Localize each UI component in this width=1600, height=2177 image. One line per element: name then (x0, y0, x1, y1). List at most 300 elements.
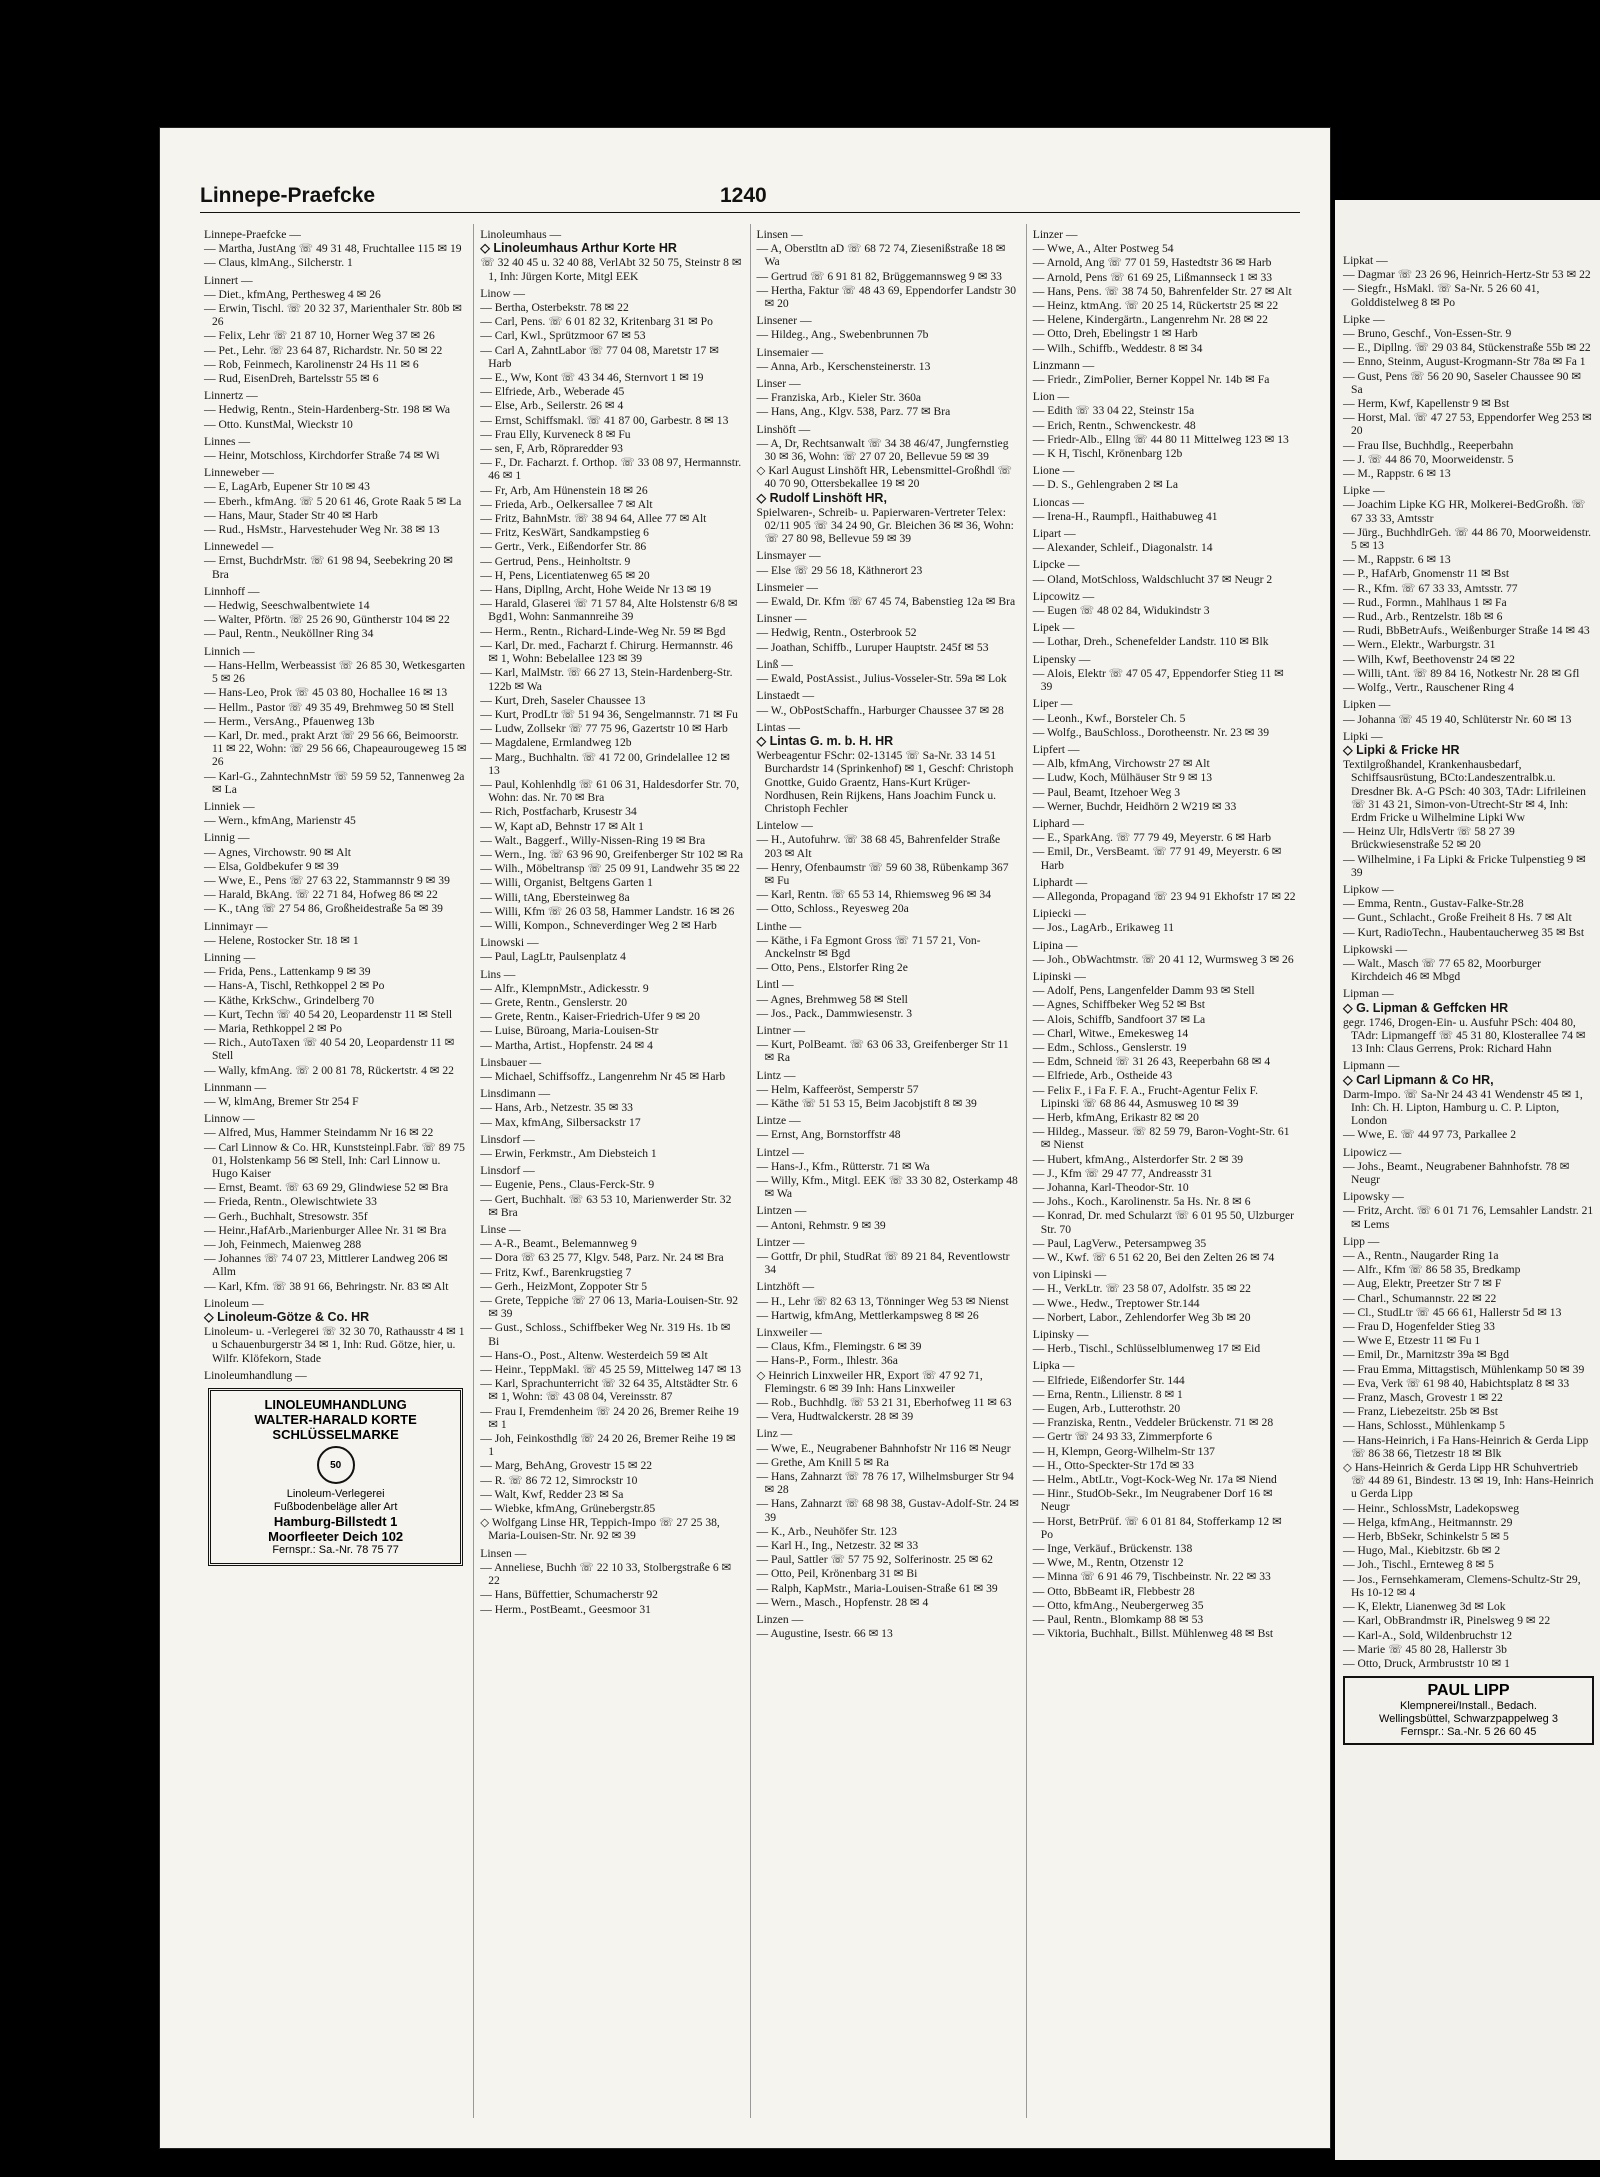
directory-entry: — Wilh., Möbeltransp ☏ 25 09 91, Landwehr 35 ✉ 22 (480, 862, 740, 876)
directory-entry: — Siegfr., HsMakl. ☏ Sa-Nr. 5 26 60 41, Golddistelweg 8 ✉ Po (1343, 282, 1540, 309)
directory-entry: — Herm, Kwf, Kapellenstr 9 ✉ Bst (1343, 397, 1510, 411)
surname-heading: Linzmann — (1032, 358, 1095, 372)
lipp-line-1: Klempnerei/Install., Bedach. (1400, 1700, 1537, 1713)
directory-entry: — Karl, ObBrandmstr iR, Pinelsweg 9 ✉ 22 (1343, 1614, 1551, 1628)
directory-entry: — Joh, Feinmech, Maienweg 288 (204, 1238, 362, 1252)
directory-entry: — Otto, BbBeamt iR, Flebbestr 28 (1032, 1584, 1195, 1598)
surname-heading: Lipfert — (1032, 742, 1080, 756)
directory-entry: — E., SparkAng. ☏ 77 79 49, Meyerstr. 6 ✉ Harb (1032, 831, 1272, 845)
surname-heading: Lipensky — (1032, 652, 1091, 666)
directory-entry: — Hans-J., Kfm., Rütterstr. 71 ✉ Wa (756, 1159, 930, 1173)
directory-entry: — Grethe, Am Knill 5 ✉ Ra (756, 1455, 889, 1469)
directory-entry: — Johannes ☏ 74 07 23, Mittlerer Landweg 206 ✉ Allm (204, 1252, 448, 1279)
directory-entry: — Willi, Organist, Beltgens Garten 1 (480, 876, 653, 890)
directory-entry: — K, Elektr, Lianenweg 3d ✉ Lok (1343, 1600, 1506, 1614)
directory-entry: — Max, kfmAng, Silbersackstr 17 (480, 1115, 641, 1129)
directory-columns (198, 224, 1302, 2118)
directory-entry: Textilgroßhandel, Krankenhausbedarf, Schiffsausrüstung, BCto:Landeszentralbk.u. Dresdner Bk. A-G PSch: 40 303, TAdr: Lifrileinen ☏ 31 43 21, Simon-von-Utrecht-Str ✉ 4, Inh: Erdm Fricke u Wilhelmine Lipki Ww (1343, 758, 1586, 824)
directory-entry: — Wern., Elektr., Warburgstr. 31 (1343, 638, 1496, 652)
directory-entry: — Heinr, Motschloss, Kirchdorfer Straße 74 ✉ Wi (204, 449, 440, 463)
directory-entry: — Emil, Dr., Marnitzstr 39a ✉ Bgd (1343, 1348, 1509, 1362)
directory-entry: — Rich, Postfacharb, Krusestr 34 (480, 805, 637, 819)
surname-heading: Linsdorf — (480, 1164, 535, 1178)
directory-entry: — Gerh., Buchhalt, Stresowstr. 35f (204, 1209, 368, 1223)
directory-entry: — Joathan, Schiffb., Luruper Hauptstr. 245f ✉ 53 (756, 640, 989, 654)
directory-entry: Werbeagentur FSchr: 02-13145 ☏ Sa-Nr. 33 14 51 Burchardstr 14 (Sprinkenhof) ✉ 1, Geschf: Christoph Gnottke, Guido Graentz, Hans-Kurt Krüger-Nordhusen, Rein Rijkens, Hans Joachim Funck u. Christoph Fechler (756, 749, 1014, 815)
surname-heading: Lintzel — (756, 1145, 804, 1159)
directory-entry: — Frida, Pens., Lattenkamp 9 ✉ 39 (204, 965, 371, 979)
surname-heading: Lione — (1032, 464, 1075, 478)
directory-entry: — Maria, Rethkoppel 2 ✉ Po (204, 1021, 342, 1035)
directory-column-2 (474, 224, 750, 2118)
directory-entry: — Rob, Feinmech, Karolinenstr 24 Hs 11 ✉ 6 (204, 357, 419, 371)
directory-entry: — Harald, Glaserei ☏ 71 57 84, Alte Holstenstr 6/8 ✉ Bgd1, Wohn: Sanmannreihe 39 (480, 597, 738, 624)
directory-entry: — Otto, Peil, Krönenbarg 31 ✉ Bi (756, 1567, 918, 1581)
directory-entry: — Erich, Rentn., Schwenckestr. 48 (1032, 418, 1196, 432)
directory-entry: — Hans-Hellm, Werbeassist ☏ 26 85 30, Wetkesgarten 5 ✉ 26 (204, 658, 466, 686)
surname-heading: Linstaedt — (756, 689, 815, 703)
surname-heading: Linnow — (204, 1112, 255, 1126)
directory-entry: ◇ Hans-Heinrich & Gerda Lipp HR Schuhvertrieb ☏ 44 89 61, Bindestr. 13 ✉ 19, Inh: Hans-Heinrich u Gerda Lipp (1343, 1461, 1594, 1501)
surname-heading: Linthe — (756, 919, 802, 933)
directory-entry: — Herb, BbSekr, Schinkelstr 5 ✉ 5 (1343, 1530, 1509, 1544)
page-title: Linnepe-Praefcke (200, 184, 376, 207)
directory-entry: — Else ☏ 29 56 18, Käthnerort 23 (756, 563, 923, 577)
surname-heading: Lipkowski — (1343, 942, 1408, 956)
ad-phone: Fernspr.: Sa.-Nr. 78 75 77 (272, 1544, 399, 1557)
directory-entry: — Charl., Schumannstr. 22 ✉ 22 (1343, 1291, 1497, 1305)
directory-entry: — Diet., kfmAng, Perthesweg 4 ✉ 26 (204, 287, 381, 301)
surname-heading: Linnepe-Praefcke — (204, 228, 301, 241)
directory-entry: — Inge, Verkäuf., Brückenstr. 138 (1032, 1542, 1193, 1556)
directory-entry: — Hellm., Pastor ☏ 49 35 49, Brehmweg 50 ✉ Stell (204, 700, 454, 714)
surname-heading: Lintz — (756, 1068, 796, 1082)
directory-entry: — Frau D, Hogenfelder Stieg 33 (1343, 1320, 1495, 1334)
surname-heading: Lintze — (756, 1114, 801, 1128)
directory-entry: — Ernst, Ang, Bornstorffstr 48 (756, 1128, 901, 1142)
surname-heading: Linnert — (204, 273, 253, 287)
surname-heading: Linshöft — (756, 422, 811, 436)
surname-heading: Lintl — (756, 978, 794, 992)
surname-heading: Linzer — (1032, 228, 1078, 241)
directory-entry: ☏ 32 40 45 u. 32 40 88, VerlAbt 32 50 75, Steinstr 8 ✉ 1, Inh: Jürgen Korte, Mitgl EEK (480, 256, 742, 283)
directory-entry: — Carl A, ZahntLabor ☏ 77 04 08, Maretstr 17 ✉ Harb (480, 343, 719, 370)
directory-entry: — Arnold, Pens ☏ 61 69 25, Lißmannseck 1 ✉ 33 (1032, 270, 1273, 284)
directory-entry: — Hedwig, Seeschwalbentwiete 14 (204, 599, 370, 613)
surname-heading: Lipman — (1343, 987, 1394, 1001)
directory-entry: — Otto, Schloss., Reyesweg 20a (756, 902, 909, 916)
directory-entry: — Paul, LagLtr, Paulsenplatz 4 (480, 950, 626, 964)
directory-entry: — Hedwig, Rentn., Osterbrook 52 (756, 626, 917, 640)
directory-entry: — Eugenie, Pens., Claus-Ferck-Str. 9 (480, 1178, 655, 1192)
directory-entry: — Hugo, Mal., Kiebitzstr. 6b ✉ 2 (1343, 1544, 1501, 1558)
directory-entry: — Johanna ☏ 45 19 40, Schlüterstr Nr. 60 ✉ 13 (1343, 712, 1572, 726)
directory-entry: — Walt., Masch ☏ 77 65 82, Moorburger Kirchdeich 46 ✉ Mbgd (1343, 956, 1541, 984)
directory-entry: — Fritz, Archt. ☏ 6 01 71 76, Lemsahler Landstr. 21 ✉ Lems (1343, 1204, 1594, 1231)
directory-entry: — Hartwig, kfmAng, Mettlerkampsweg 8 ✉ 26 (756, 1308, 979, 1322)
directory-entry: — Marg., Buchhaltn. ☏ 41 72 00, Grindelallee 12 ✉ 13 (480, 750, 730, 777)
directory-entry: — Enno, Steinm, August-Krogmann-Str 78a ✉ Fa 1 (1343, 355, 1586, 369)
directory-entry: — A, Oberstltn aD ☏ 68 72 74, Ziesenißstraße 18 ✉ Wa (756, 242, 1006, 269)
surname-heading: Linoleum — (204, 1296, 264, 1310)
surname-heading: Linz — (756, 1427, 793, 1441)
directory-entry: ◇ Lipki & Fricke HR (1343, 742, 1460, 757)
directory-entry: — Hinr., StudOb-Sekr., Im Neugrabener Dorf 16 ✉ Neugr (1032, 1487, 1273, 1514)
surname-heading: Linzen — (756, 1613, 804, 1627)
surname-heading: Lioncas — (1032, 495, 1084, 509)
directory-entry: — Elfriede, Arb., Weberade 45 (480, 385, 625, 399)
directory-entry: — Wilhelmine, i Fa Lipki & Fricke Tulpenstieg 9 ✉ 39 (1343, 852, 1586, 879)
directory-entry: — Willi, Kfm ☏ 26 03 58, Hammer Landstr. 16 ✉ 26 (480, 904, 735, 918)
directory-entry: — H., Autofuhrw. ☏ 38 68 45, Bahrenfelder Straße 203 ✉ Alt (756, 833, 1001, 860)
directory-entry: — Kurt, Techn ☏ 40 54 20, Leopardenstr 11 ✉ Stell (204, 1007, 453, 1021)
directory-entry: — H, Klempn, Georg-Wilhelm-Str 137 (1032, 1444, 1215, 1458)
directory-entry: — Gert, Buchhalt. ☏ 63 53 10, Marienwerder Str. 32 ✉ Bra (480, 1192, 732, 1219)
directory-entry: — Irena-H., Raumpfl., Haithabuweg 41 (1032, 509, 1218, 523)
directory-entry: — Hans, Schlosst., Mühlenkamp 5 (1343, 1419, 1505, 1433)
directory-entry: — J. ☏ 44 86 70, Moorweidenstr. 5 (1343, 452, 1514, 466)
directory-entry: — Johs., Beamt., Neugrabener Bahnhofstr. 78 ✉ Neugr (1343, 1159, 1570, 1186)
surname-heading: Linse — (480, 1223, 521, 1237)
directory-entry: — Hans-P., Form., Ihlestr. 36a (756, 1354, 898, 1368)
directory-entry: ◇ Linoleum-Götze & Co. HR (204, 1310, 370, 1325)
directory-entry: — Franziska, Rentn., Veddeler Brückenstr. 71 ✉ 28 (1032, 1416, 1274, 1430)
directory-entry: — Elsa, Goldbekufer 9 ✉ 39 (204, 859, 339, 873)
directory-entry: — Emma, Rentn., Gustav-Falke-Str.28 (1343, 897, 1524, 911)
directory-entry: — Cl., StudLtr ☏ 45 66 61, Hallerstr 5d ✉ 13 (1343, 1305, 1562, 1319)
directory-entry: — Agnes, Virchowstr. 90 ✉ Alt (204, 845, 351, 859)
directory-entry: — sen, F, Arb, Röpraredder 93 (480, 442, 623, 456)
surname-heading: Linsmayer — (756, 549, 821, 563)
directory-entry: — R., Kfm. ☏ 67 33 33, Amtsstr. 77 (1343, 581, 1518, 595)
directory-entry: — Alfr., KlempnMstr., Adickesstr. 9 (480, 981, 649, 995)
directory-entry: — Ernst, BuchdrMstr. ☏ 61 98 94, Seebekring 20 ✉ Bra (204, 554, 453, 581)
linoleum-advertisement (208, 1388, 463, 1566)
directory-entry: — Otto, kfmAng., Neubergerweg 35 (1032, 1598, 1204, 1612)
directory-entry: — Paul, Sattler ☏ 57 75 92, Solferinostr. 25 ✉ 62 (756, 1553, 993, 1567)
ad-address: Hamburg-Billstedt 1 (273, 1514, 398, 1530)
directory-entry: — Gottfr, Dr phil, StudRat ☏ 89 21 84, Reventlowstr 34 (756, 1250, 1010, 1277)
ad-line-3: SCHLÜSSELMARKE (272, 1427, 399, 1443)
directory-entry: — Grete, Rentn., Genslerstr. 20 (480, 995, 628, 1009)
directory-entry: — Eugen ☏ 48 02 84, Widukindstr 3 (1032, 604, 1210, 618)
directory-entry: — Kurt, PolBeamt. ☏ 63 06 33, Greifenberger Str 11 ✉ Ra (756, 1038, 1009, 1065)
page-number: 1240 (720, 184, 767, 207)
directory-entry: — Hertha, Faktur ☏ 48 43 69, Eppendorfer Landstr 30 ✉ 20 (756, 283, 1017, 311)
directory-column-3 (751, 224, 1027, 2118)
directory-entry: — Wern., Ing. ☏ 63 96 90, Greifenberger Str 102 ✉ Ra (480, 847, 743, 861)
directory-entry: — Claus, Kfm., Flemingstr. 6 ✉ 39 (756, 1340, 922, 1354)
directory-entry: — Wolfg., Vertr., Rauschener Ring 4 (1343, 681, 1514, 695)
directory-entry: — Hans, Dipllng, Archt, Hohe Weide Nr 13 ✉ 19 (480, 583, 711, 597)
directory-entry: — Charl, Witwe., Emekesweg 14 (1032, 1026, 1189, 1040)
directory-entry: — W, klmAng, Bremer Str 254 F (204, 1094, 359, 1108)
directory-entry: — Paul, Beamt, Itzehoer Weg 3 (1032, 785, 1181, 799)
directory-entry: Darm-Impo. ☏ Sa-Nr 24 43 41 Wendenstr 45 ✉ 1, Inh: Ch. H. Lipton, Hamburg u. C. P. Lipton, London (1343, 1087, 1583, 1128)
surname-heading: Lipp — (1343, 1234, 1380, 1248)
directory-entry: — Hans, Arb., Netzestr. 35 ✉ 33 (480, 1101, 633, 1115)
directory-entry: ◇ Linoleumhaus Arthur Korte HR (480, 241, 677, 256)
surname-heading: Liper — (1032, 697, 1073, 711)
directory-entry: — Erna, Rentn., Lilienstr. 8 ✉ 1 (1032, 1387, 1183, 1401)
directory-entry: — Frau Ilse, Buchhdlg., Reeperbahn (1343, 438, 1514, 452)
directory-entry: — Alois, Elektr ☏ 47 05 47, Eppendorfer Stieg 11 ✉ 39 (1032, 666, 1284, 694)
surname-heading: Linsen — (756, 228, 803, 241)
surname-heading: Linsener — (756, 314, 812, 328)
surname-heading: Lipke — (1343, 484, 1385, 498)
surname-heading: Lipke — (1343, 312, 1385, 326)
directory-entry: — Joh., ObWachtmstr. ☏ 20 41 12, Wurmsweg 3 ✉ 26 (1032, 952, 1294, 966)
directory-page-right (1335, 200, 1600, 2160)
surname-heading: Lins — (480, 967, 516, 981)
directory-entry: — Rud., Formn., Mahlhaus 1 ✉ Fa (1343, 595, 1507, 609)
directory-entry: — Arnold, Ang ☏ 77 01 59, Hastedtstr 36 ✉ Harb (1032, 256, 1272, 270)
directory-entry: — Hans-Heinrich, i Fa Hans-Heinrich & Gerda Lipp ☏ 86 38 66, Tietzestr 18 ✉ Blk (1343, 1433, 1589, 1460)
directory-entry: — Eberh., kfmAng. ☏ 5 20 61 46, Grote Raak 5 ✉ La (204, 494, 462, 508)
page-header (200, 184, 1300, 213)
directory-entry: — Magdalene, Ermlandweg 12b (480, 736, 632, 750)
directory-entry: — Rud, EisenDreh, Bartelsstr 55 ✉ 6 (204, 372, 379, 386)
surname-heading: Lintner — (756, 1023, 806, 1037)
surname-heading: Lintzen — (756, 1204, 807, 1218)
directory-entry: — Vera, Hudtwalckerstr. 28 ✉ 39 (756, 1410, 914, 1424)
surname-heading: Linnertz — (204, 389, 258, 403)
surname-heading: Linnimayr — (204, 919, 268, 933)
directory-entry: — Anna, Arb., Kerschensteinerstr. 13 (756, 359, 931, 373)
surname-heading: Linnmann — (204, 1080, 267, 1094)
surname-heading: Lion — (1032, 390, 1070, 404)
directory-entry: — Helm, Kaffeeröst, Semperstr 57 (756, 1082, 919, 1096)
directory-entry: — Harald, BkAng. ☏ 22 71 84, Hofweg 86 ✉ 22 (204, 888, 438, 902)
directory-entry: — A., Rentn., Naugarder Ring 1a (1343, 1249, 1499, 1263)
directory-entry: — Kurt, ProdLtr ☏ 51 94 36, Sengelmannstr. 71 ✉ Fu (480, 707, 738, 721)
directory-entry: — Joachim Lipke KG HR, Molkerei-BedGroßh. ☏ 67 33 33, Amtsstr (1343, 498, 1586, 525)
directory-entry: — Hans, Zahnarzt ☏ 78 76 17, Wilhelmsburger Str 94 ✉ 28 (756, 1470, 1014, 1497)
directory-entry: — Rud., Arb., Rentzelstr. 18b ✉ 6 (1343, 610, 1503, 624)
directory-entry: ◇ Karl August Linshöft HR, Lebensmittel-Großhdl ☏ 40 70 90, Ottersbekallee 19 ✉ 20 (756, 464, 1013, 491)
surname-heading: Lipina — (1032, 938, 1078, 952)
directory-entry: — Willi, tAnt. ☏ 89 84 16, Notkestr Nr. 28 ✉ Gfl (1343, 666, 1580, 680)
directory-entry: — Ludw, Koch, Mülhäuser Str 9 ✉ 13 (1032, 771, 1213, 785)
directory-entry: — Heinr., TeppMakl. ☏ 45 25 59, Mittelweg 147 ✉ 13 (480, 1363, 742, 1377)
directory-entry: — Wwe, E., Pens ☏ 27 63 22, Stammannstr 9 ✉ 39 (204, 873, 450, 887)
directory-entry: — Elfriede, Eißendorfer Str. 144 (1032, 1373, 1185, 1387)
directory-entry: — Minna ☏ 6 91 46 79, Tischbeinstr. Nr. 22 ✉ 33 (1032, 1570, 1271, 1584)
ad-sub-2: Fußbodenbeläge aller Art (273, 1501, 398, 1514)
directory-entry: — Edm, Schneid ☏ 31 26 43, Reeperbahn 68 ✉ 4 (1032, 1055, 1271, 1069)
directory-entry: — P., HafArb, Gnomenstr 11 ✉ Bst (1343, 567, 1510, 581)
surname-heading: Lipinski — (1032, 969, 1086, 983)
directory-entry: — Franz, Masch, Grovestr 1 ✉ 22 (1343, 1391, 1503, 1405)
directory-entry: — Herb, kfmAng, Erikastr 82 ✉ 20 (1032, 1110, 1199, 1124)
directory-entry: ◇ G. Lipman & Geffcken HR (1343, 1000, 1509, 1015)
surname-heading: Lintelow — (756, 819, 813, 833)
surname-heading: Linsner — (756, 612, 807, 626)
directory-column-4 (1027, 224, 1302, 2118)
directory-entry: — Gertr ☏ 24 93 33, Zimmerpforte 6 (1032, 1430, 1213, 1444)
directory-entry: — Wwe, E. ☏ 44 97 73, Parkallee 2 (1343, 1128, 1517, 1142)
directory-entry: — Gust, Pens ☏ 56 20 90, Saseler Chaussee 90 ✉ Sa (1343, 369, 1582, 396)
surname-heading: Lintas — (756, 720, 800, 734)
directory-entry: — Ernst, Beamt. ☏ 63 69 29, Glindwiese 52 ✉ Bra (204, 1181, 449, 1195)
surname-heading: Lipowsky — (1343, 1190, 1404, 1204)
surname-heading: von Lipinski — (1032, 1268, 1107, 1282)
directory-entry: — Pet., Lehr. ☏ 23 64 87, Richardstr. Nr. 50 ✉ 22 (204, 343, 443, 357)
directory-entry: — H., Otto-Speckter-Str 17d ✉ 33 (1032, 1458, 1194, 1472)
directory-entry: — Hedwig, Rentn., Stein-Hardenberg-Str. 198 ✉ Wa (204, 403, 450, 417)
directory-entry: ◇ Carl Lipmann & Co HR, (1343, 1072, 1494, 1087)
directory-entry: — Martha, JustAng ☏ 49 31 48, Fruchtallee 115 ✉ 19 (204, 242, 462, 256)
directory-entry: — Joh., Tischl., Ernteweg 8 ✉ 5 (1343, 1558, 1494, 1572)
lipp-line-3: Fernspr.: Sa.-Nr. 5 26 60 45 (1400, 1726, 1537, 1739)
surname-heading: Lipinsky — (1032, 1328, 1089, 1342)
surname-heading: Lipcke — (1032, 558, 1080, 572)
directory-entry: — Friedr-Alb., Ellng ☏ 44 80 11 Mittelweg 123 ✉ 13 (1032, 432, 1289, 446)
surname-heading: Lipmann — (1343, 1059, 1400, 1073)
directory-entry: — Hans, Büffettier, Schumacherstr 92 (480, 1588, 658, 1602)
surname-heading: Lipki — (1343, 729, 1383, 743)
directory-entry: — Helene, Rostocker Str. 18 ✉ 1 (204, 933, 359, 947)
directory-entry: — Alexander, Schleif., Diagonalstr. 14 (1032, 541, 1213, 555)
directory-entry: — Helm., AbtLtr., Vogt-Kock-Weg Nr. 17a ✉ Niend (1032, 1473, 1277, 1487)
surname-heading: Lintzer — (756, 1235, 805, 1249)
directory-entry: — Käthe ☏ 51 53 15, Beim Jacobjstift 8 ✉ 39 (756, 1096, 977, 1110)
directory-entry: — R. ☏ 86 72 12, Simrockstr 10 (480, 1473, 638, 1487)
surname-heading: Linser — (756, 377, 801, 391)
directory-entry: — Carl Linnow & Co. HR, Kunststeinpl.Fabr. ☏ 89 75 01, Holstenkamp 56 ✉ Stell, Inh: Carl Linnow u. Hugo Kaiser (204, 1140, 465, 1180)
surname-heading: Linow — (480, 286, 526, 300)
directory-entry: — Jürg., BuchhdlrGeh. ☏ 44 86 70, Moorweidenstr. 5 ✉ 13 (1343, 525, 1592, 553)
directory-entry: — Helene, Kindergärtn., Langenrehm Nr. 28 ✉ 22 (1032, 313, 1268, 327)
directory-entry: — A-R., Beamt., Belemannweg 9 (480, 1237, 637, 1251)
directory-entry: — Erwin, Tischl. ☏ 20 32 37, Marienthaler Str. 80b ✉ 26 (204, 302, 463, 329)
directory-entry: — Felix F., i Fa F. F. A., Frucht-Agentur Felix F. Lipinski ☏ 68 86 44, Asmusweg 10 ✉ 39 (1032, 1083, 1259, 1110)
surname-heading: Linnes — (204, 434, 251, 448)
surname-heading: Linnewedel — (204, 540, 274, 554)
directory-entry: — A, Dr, Rechtsanwalt ☏ 34 38 46/47, Jungfernstieg 30 ✉ 36, Wohn: ☏ 27 07 20, Bellevue 59 ✉ 39 (756, 436, 1009, 464)
directory-entry: — Wwe E, Etzestr 11 ✉ Fu 1 (1343, 1334, 1481, 1348)
ad-sub-1: Linoleum-Verlegerei (286, 1488, 385, 1501)
directory-entry: — Gunt., Schlacht., Große Freiheit 8 Hs. 7 ✉ Alt (1343, 911, 1572, 925)
directory-entry: — Gertrud ☏ 6 91 81 82, Brüggemannsweg 9 ✉ 33 (756, 269, 1002, 283)
surname-heading: Liphardt — (1032, 875, 1088, 889)
surname-heading: Lipowicz — (1343, 1145, 1402, 1159)
trademark-seal-icon: 50 (317, 1446, 355, 1484)
directory-entry: — Hubert, kfmAng., Alsterdorfer Str. 2 ✉ 39 (1032, 1152, 1244, 1166)
directory-entry: — Ludw, Zollsekr ☏ 77 75 96, Gazertstr 10 ✉ Harb (480, 722, 728, 736)
surname-heading: Linsen — (480, 1546, 527, 1560)
directory-entry: — K., tAng ☏ 27 54 86, Großheidestraße 5a ✉ 39 (204, 902, 443, 916)
surname-heading: Linß — (756, 657, 793, 671)
surname-heading: Lipka — (1032, 1359, 1075, 1373)
directory-entry: — Gertrud, Pens., Heinholtstr. 9 (480, 554, 631, 568)
surname-heading: Lintzhöft — (756, 1280, 815, 1294)
directory-entry: — Wolfg., BauSchloss., Dorotheenstr. Nr. 23 ✉ 39 (1032, 725, 1269, 739)
directory-entry: — Käthe, i Fa Egmont Gross ☏ 71 57 21, Von-Anckelnstr ✉ Bgd (756, 933, 981, 960)
directory-entry: — Karl, Dr. med., prakt Arzt ☏ 29 56 66, Beimoorstr. 11 ✉ 22, Wohn: ☏ 29 56 66, Chapeaurougeweg 15 ✉ 26 (204, 728, 467, 769)
directory-entry: — Jos., LagArb., Erikaweg 11 (1032, 921, 1174, 935)
directory-entry: — Else, Arb., Seilerstr. 26 ✉ 4 (480, 399, 624, 413)
surname-heading: Linning — (204, 950, 256, 964)
directory-entry: — Jos., Pack., Dammwiesenstr. 3 (756, 1006, 913, 1020)
directory-entry: — Wilh., Schiffb., Weddestr. 8 ✉ 34 (1032, 341, 1203, 355)
directory-entry: — Elfriede, Arb., Ostheide 43 (1032, 1069, 1173, 1083)
directory-entry: — Anneliese, Buchh ☏ 22 10 33, Stolbergstraße 6 ✉ 22 (480, 1560, 732, 1588)
directory-entry: — Willi, Kompon., Schneverdinger Weg 2 ✉ Harb (480, 918, 717, 932)
lipp-line-2: Wellingsbüttel, Schwarzpappelweg 3 (1379, 1713, 1558, 1726)
directory-entry: — Wern., kfmAng, Marienstr 45 (204, 814, 356, 828)
directory-entry: — Dagmar ☏ 23 26 96, Heinrich-Hertz-Str 53 ✉ 22 (1343, 268, 1591, 282)
directory-entry: — Karl, Dr. med., Facharzt f. Chirurg. Hermannstr. 46 ✉ 1, Wohn: Bebelallee 123 ✉ 39 (480, 638, 733, 666)
directory-entry: — Konrad, Dr. med Schularzt ☏ 6 01 95 50, Ulzburger Str. 70 (1032, 1209, 1294, 1236)
directory-entry: — Carl, Kwl., Sprützmoor 67 ✉ 53 (480, 329, 646, 343)
directory-entry: — Marg, BehAng, Grovestr 15 ✉ 22 (480, 1459, 653, 1473)
directory-entry: — Henry, Ofenbaumstr ☏ 59 60 38, Rübenkamp 367 ✉ Fu (756, 860, 1009, 887)
directory-entry: — Hans, Zahnarzt ☏ 68 98 38, Gustav-Adolf-Str. 24 ✉ 39 (756, 1497, 1019, 1524)
surname-heading: Linsmeier — (756, 580, 818, 594)
directory-entry: — J., Kfm ☏ 29 47 77, Andreasstr 31 (1032, 1166, 1213, 1180)
directory-entry: — Kurt, RadioTechn., Haubentaucherweg 35 ✉ Bst (1343, 925, 1585, 939)
directory-entry: — Herm., PostBeamt., Geesmoor 31 (480, 1602, 651, 1616)
directory-entry: — Lothar, Dreh., Schenefelder Landstr. 110 ✉ Blk (1032, 635, 1269, 649)
directory-entry: — Fritz, Kwf., Barenkrugstieg 7 (480, 1265, 632, 1279)
directory-entry: — Bertha, Osterbekstr. 78 ✉ 22 (480, 301, 629, 315)
directory-column-right (1343, 250, 1594, 1751)
surname-heading: Lipiecki — (1032, 907, 1086, 921)
paul-lipp-advertisement (1343, 1676, 1594, 1745)
directory-entry: — Hans, Ang., Klgv. 538, Parz. 77 ✉ Bra (756, 405, 951, 419)
directory-entry: — Adolf, Pens, Langenfelder Damm 93 ✉ Stell (1032, 984, 1255, 998)
surname-heading: Lipcowitz — (1032, 589, 1095, 603)
ad-line-1: LINOLEUMHANDLUNG (264, 1397, 407, 1413)
directory-entry: — Jos., Fernsehkameram, Clemens-Schultz-Str 29, Hs 10-12 ✉ 4 (1343, 1572, 1581, 1599)
directory-entry: — E., Dipllng. ☏ 29 03 84, Stückenstraße 55b ✉ 22 (1343, 341, 1591, 355)
surname-heading: Linneweber — (204, 466, 274, 480)
directory-entry: — Wern., Masch., Hopfenstr. 28 ✉ 4 (756, 1595, 929, 1609)
directory-entry: — Hans-Leo, Prok ☏ 45 03 80, Hochallee 16 ✉ 13 (204, 686, 448, 700)
directory-entry: — Walt, Kwf, Redder 23 ✉ Sa (480, 1487, 624, 1501)
directory-entry: — Joh, Feinkosthdlg ☏ 24 20 26, Bremer Reihe 19 ✉ 1 (480, 1432, 736, 1459)
directory-entry: — Helga, kfmAng., Heitmannstr. 29 (1343, 1515, 1513, 1529)
directory-entry: — F., Dr. Facharzt. f. Orthop. ☏ 33 08 97, Hermannstr. 46 ✉ 1 (480, 456, 742, 483)
directory-entry: — Hildeg., Ang., Swebenbrunnen 7b (756, 328, 929, 342)
surname-heading: Lipkow — (1343, 882, 1394, 896)
directory-entry: — Hans, Maur, Stader Str 40 ✉ Harb (204, 508, 378, 522)
directory-column-1 (198, 224, 474, 2118)
surname-heading: Lipart — (1032, 527, 1076, 541)
directory-entry: — Heinr.,HafArb.,Marienburger Allee Nr. 31 ✉ Bra (204, 1223, 447, 1237)
directory-entry: — Paul, Rentn., Neuköllner Ring 34 (204, 627, 374, 641)
directory-entry: — Antoni, Rehmstr. 9 ✉ 39 (756, 1218, 886, 1232)
directory-entry: — Wwe, E., Neugrabener Bahnhofstr Nr 116 ✉ Neugr (756, 1441, 1011, 1455)
directory-entry: — Hildeg., Masseur. ☏ 82 59 79, Baron-Voght-Str. 61 ✉ Nienst (1032, 1125, 1290, 1152)
directory-entry: — Claus, klmAng., Silcherstr. 1 (204, 256, 353, 270)
directory-entry: — Felix, Lehr ☏ 21 87 10, Horner Weg 37 ✉ 26 (204, 329, 435, 343)
directory-entry: — Luise, Büroang, Maria-Louisen-Str (480, 1024, 659, 1038)
surname-heading: Linsdorf — (480, 1132, 535, 1146)
directory-entry: — Wally, kfmAng. ☏ 2 00 81 78, Rückertstr. 4 ✉ 22 (204, 1063, 454, 1077)
directory-entry: — Ewald, Dr. Kfm ☏ 67 45 74, Babenstieg 12a ✉ Bra (756, 595, 1016, 609)
surname-heading: Linniek — (204, 799, 255, 813)
directory-entry: — Frau I, Fremdenheim ☏ 24 20 26, Bremer Reihe 19 ✉ 1 (480, 1404, 739, 1431)
directory-entry: — Edith ☏ 33 04 22, Steinstr 15a (1032, 404, 1195, 418)
directory-entry: — Eva, Verk ☏ 61 98 40, Habichtsplatz 8 ✉ 33 (1343, 1376, 1570, 1390)
directory-entry: — Hans-O., Post., Altenw. Westerdeich 59 ✉ Alt (480, 1348, 708, 1362)
directory-entry: — Leonh., Kwf., Borsteler Ch. 5 (1032, 711, 1186, 725)
directory-entry: — Agnes, Brehmweg 58 ✉ Stell (756, 992, 908, 1006)
directory-entry: — Gerh., HeizMont, Zoppoter Str 5 (480, 1279, 648, 1293)
directory-entry: — Rob., Buchhdlg. ☏ 53 21 31, Eberhofweg 11 ✉ 63 (756, 1396, 1012, 1410)
